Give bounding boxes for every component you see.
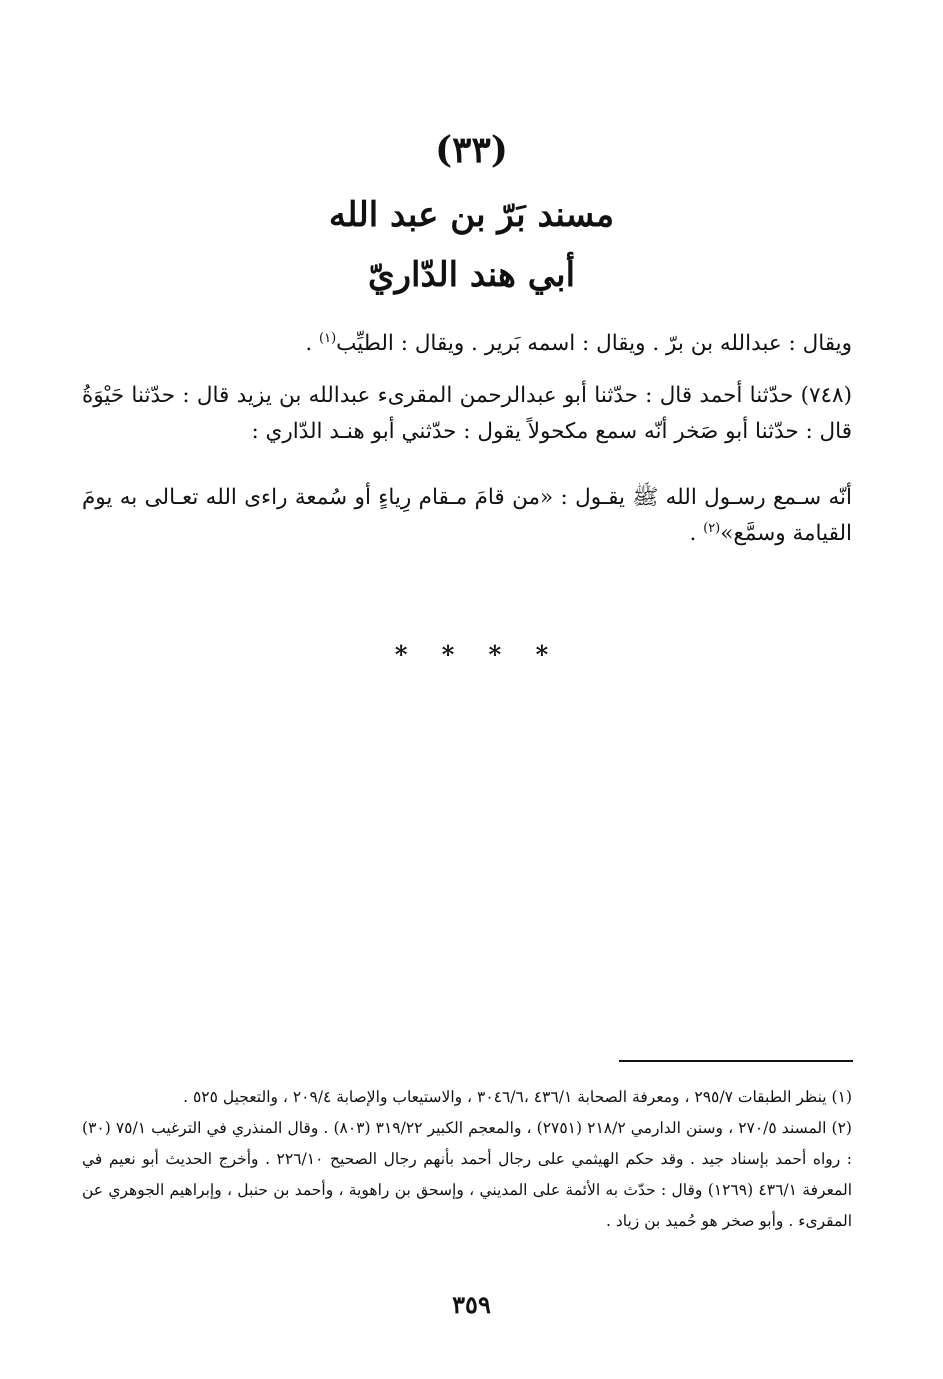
footnote-1: (١) ينظر الطبقات ٢٩٥/٧ ، ومعرفة الصحابة ٤٣٦/١ ،٣٠٤٦/٦ ، والاستيعاب والإصابة ٢٠٩/٤ ، والتعجيل ٥٢٥ . [183, 1088, 852, 1106]
hadith-isnad: (٧٤٨) حدّثنا أحمد قال : حدّثنا أبو عبدالرحمن المقرىء عبدالله بن يزيد قال : حدّثنا حَيْوَةُ قال : حدّثنا أبو صَخر أنّه سمع مكحولاً يقول : حدّثني أبو هنـد الدّاري : [82, 383, 852, 444]
section-separator: * * * * [394, 640, 549, 669]
hadith-text: أنّه سـمع رسـول الله ﷺ يقـول : «من قامَ مـقام رِياءٍ أو سُمعة راءى الله تعـالى به يومَ القيامة وسمَّع» [82, 485, 852, 546]
intro-paragraph [82, 326, 852, 362]
footnote-2: (٢) المسند ٢٧٠/٥ ، وسنن الدارمي ٢١٨/٢ (٢٧٥١) ، والمعجم الكبير ٣١٩/٢٢ (٨٠٣) . وقال المنذري في الترغيب ٧٥/١ (٣٠) : رواه أحمد بإسناد جيد . وقد حكم الهيثمي على رجال أحمد بأنهم رجال الصحيح ٢٢٦/١٠ . وأخرج الحديث أبو نعيم في المعرفة ٤٣٦/١ (١٢٦٩) وقال : حدّث به الأئمة على المديني ، وإسحق بن راهوية ، وأحمد بن حنبل ، وإبراهيم الجوهري عن المقرىء . وأبو صخر هو حُميد بن زياد . [82, 1119, 852, 1230]
footnote-ref-1: (١) [319, 330, 337, 346]
intro-end: . [305, 331, 319, 356]
chapter-subtitle: أبي هند الدّاريّ [367, 255, 576, 295]
chapter-number: (٣٣) [435, 129, 508, 171]
footnote-ref-2: (٢) [703, 520, 721, 536]
chapter-title: مسند بَرّ بن عبد الله [328, 195, 615, 235]
hadith-matn [82, 480, 852, 552]
footnotes [82, 1082, 852, 1237]
footnote-divider [619, 1060, 853, 1062]
page-number: ٣٥٩ [452, 1290, 491, 1319]
hadith-end: . [689, 521, 704, 546]
intro-text: ويقال : عبدالله بن برّ . ويقال : اسمه بَرير . ويقال : الطيِّب [336, 331, 852, 356]
